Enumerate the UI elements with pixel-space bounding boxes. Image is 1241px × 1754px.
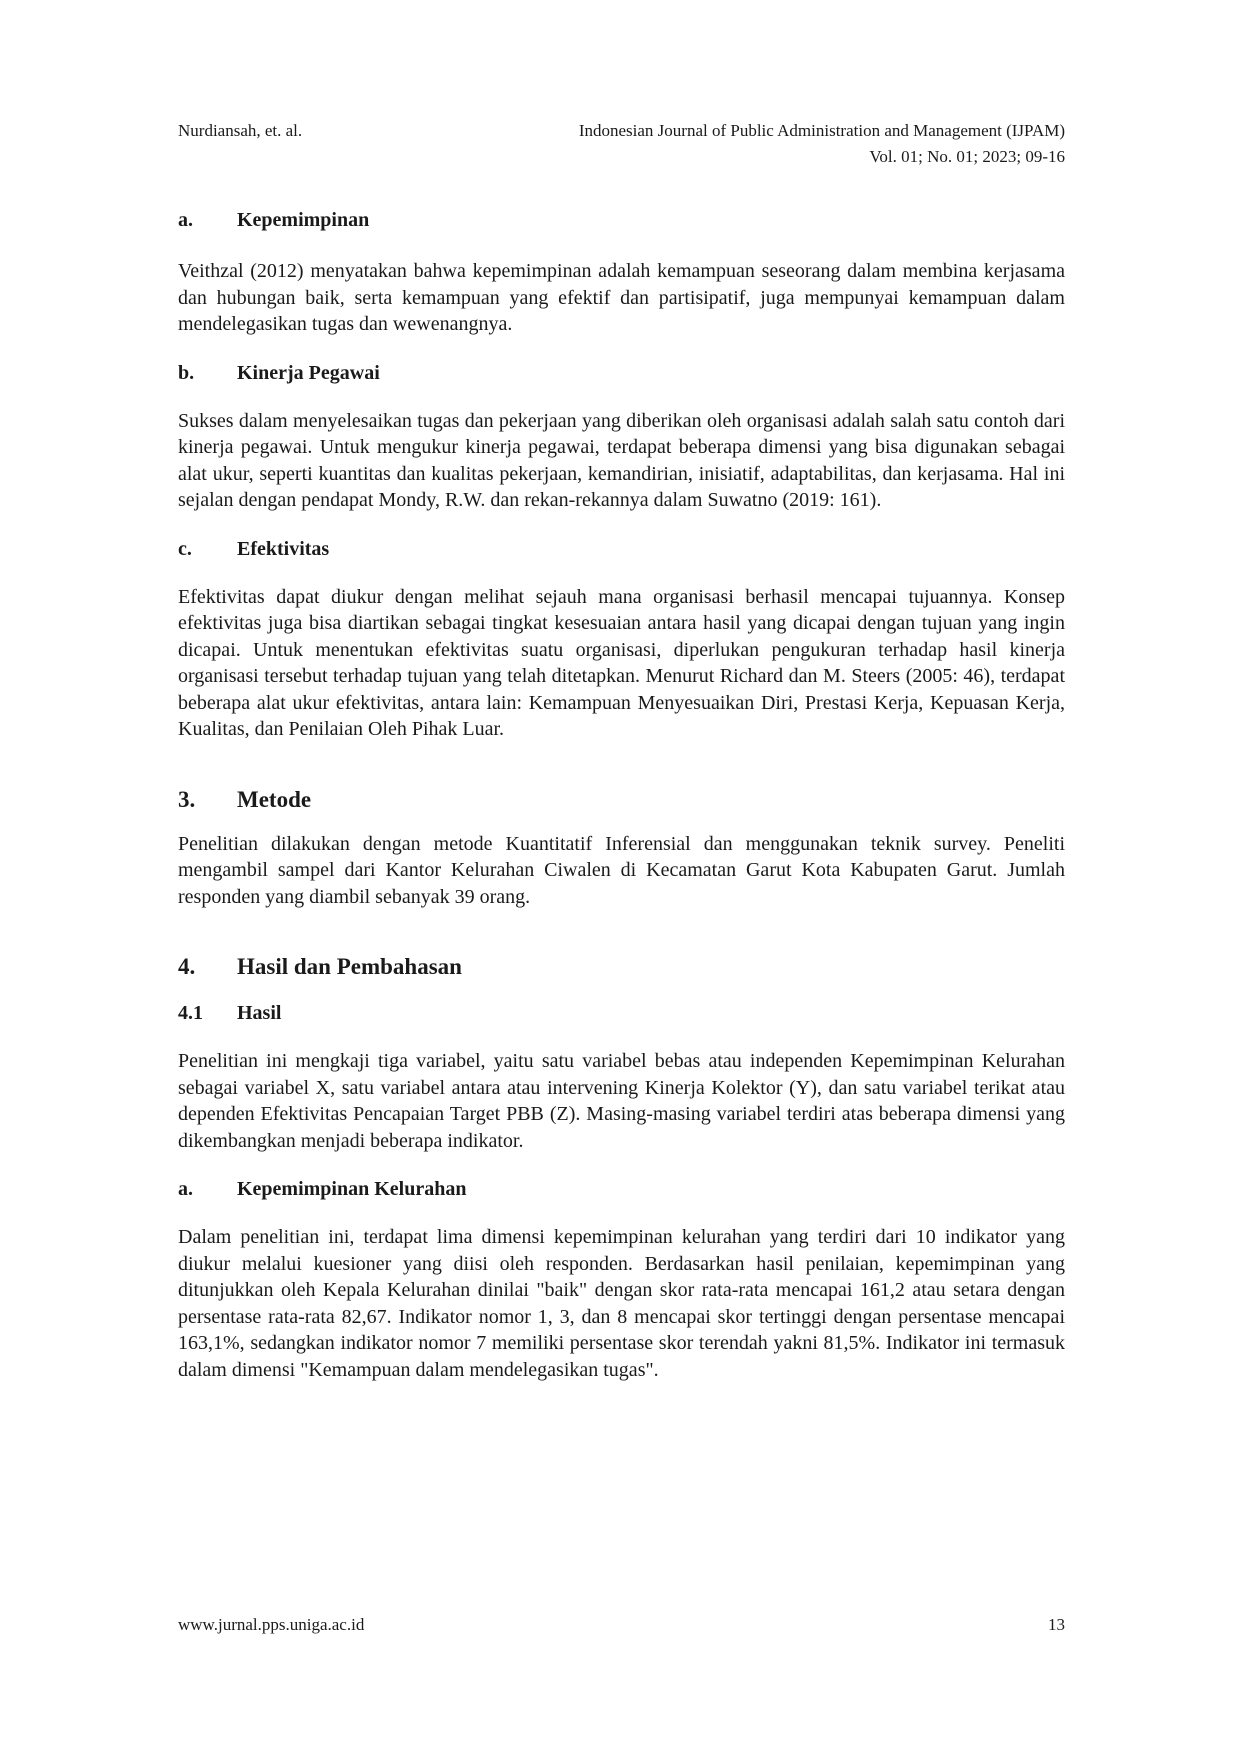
- section-number: 4.1: [178, 1002, 203, 1024]
- section-heading-hasil: [178, 1000, 1065, 1026]
- section-number: c.: [178, 537, 192, 560]
- header-journal: Indonesian Journal of Public Administration and Management (IJPAM): [578, 121, 1065, 140]
- section-heading-kepemimpinan-kelurahan: [178, 1176, 1065, 1202]
- paragraph-kepemimpinan: Veithzal (2012) menyatakan bahwa kepemimpinan adalah kemampuan seseorang dalam membina kerjasama dan hubungan baik, serta kemampuan yang efektif dan partisipatif, juga mempunyai kemampuan dalam mendelegasikan tugas dan wewenangnya.: [178, 260, 1065, 335]
- section-number: 3.: [178, 786, 196, 812]
- section-heading-kinerja-pegawai: [178, 360, 1065, 386]
- section-number: b.: [178, 361, 195, 384]
- paragraph-metode: Penelitian dilakukan dengan metode Kuantitatif Inferensial dan menggunakan teknik survey. Peneliti mengambil sampel dari Kantor Kelurahan Ciwalen di Kecamatan Garut Kota Kabupaten Garut. Jumlah responden yang diambil sebanyak 39 orang.: [178, 832, 1065, 908]
- header-authors: Nurdiansah, et. al.: [178, 121, 303, 140]
- section-title: Kinerja Pegawai: [237, 361, 380, 384]
- section-title: Hasil: [237, 1002, 282, 1024]
- section-heading-hasil-pembahasan: [178, 952, 1065, 982]
- section-title: Kepemimpinan Kelurahan: [237, 1178, 467, 1200]
- section-number: 4.: [178, 954, 196, 979]
- section-heading-metode: [178, 785, 1065, 815]
- page-number: 13: [1048, 1615, 1065, 1634]
- paragraph-hasil: Penelitian ini mengkaji tiga variabel, yaitu satu variabel bebas atau independen Kepemimpinan Kelurahan sebagai variabel X, satu variabel antara atau intervening Kinerja Kolektor (Y), dan satu variabel terikat atau dependen Efektivitas Pencapaian Target PBB (Z). Masing-masing variabel terdiri atas beberapa dimensi yang dikembangkan menjadi beberapa indikator.: [178, 1050, 1065, 1152]
- section-title: Metode: [237, 786, 312, 812]
- section-number: a.: [178, 1178, 193, 1200]
- paragraph-efektivitas: Efektivitas dapat diukur dengan melihat sejauh mana organisasi berhasil mencapai tujuannya. Konsep efektivitas juga bisa diartikan sebagai tingkat kesesuaian antara hasil yang dicapai dengan tujuan yang ingin dicapai. Untuk menentukan efektivitas suatu organisasi, diperlukan pengukuran terhadap hasil kinerja organisasi tersebut terhadap tujuan yang telah ditetapkan. Menurut Richard dan M. Steers (2005: 46), terdapat beberapa alat ukur efektivitas, antara lain: Kemampuan Menyesuaikan Diri, Prestasi Kerja, Kepuasan Kerja, Kualitas, dan Penilaian Oleh Pihak Luar.: [178, 585, 1065, 740]
- section-heading-efektivitas: [178, 536, 1065, 562]
- section-title: Kepemimpinan: [237, 209, 370, 231]
- paragraph-kinerja-pegawai: Sukses dalam menyelesaikan tugas dan pekerjaan yang diberikan oleh organisasi adalah salah satu contoh dari kinerja pegawai. Untuk mengukur kinerja pegawai, terdapat beberapa dimensi yang bisa digunakan sebagai alat ukur, seperti kuantitas dan kualitas pekerjaan, kemandirian, inisiatif, adaptabilitas, dan kerjasama. Hal ini sejalan dengan pendapat Mondy, R.W. dan rekan-rekannya dalam Suwatno (2019: 161).: [178, 409, 1065, 511]
- paragraph-kepemimpinan-kelurahan: Dalam penelitian ini, terdapat lima dimensi kepemimpinan kelurahan yang terdiri dari 10 indikator yang diukur melalui kuesioner yang diisi oleh responden. Berdasarkan hasil penilaian, kepemimpinan yang ditunjukkan oleh Kepala Kelurahan dinilai "baik" dengan skor rata-rata mencapai 161,2 atau setara dengan persentase rata-rata 82,67. Indikator nomor 1, 3, dan 8 mencapai skor tertinggi dengan persentase mencapai 163,1%, sedangkan indikator nomor 7 memiliki persentase skor terendah yakni 81,5%. Indikator ini termasuk dalam dimensi "Kemampuan dalam mendelegasikan tugas".: [178, 1226, 1065, 1381]
- section-heading-kepemimpinan: [178, 207, 1065, 233]
- header-journal-info: [579, 118, 1065, 170]
- footer-website: www.jurnal.pps.uniga.ac.id: [178, 1615, 365, 1634]
- section-number: a.: [178, 209, 193, 231]
- section-title: Hasil dan Pembahasan: [237, 954, 462, 979]
- page-content: [178, 207, 1065, 1383]
- header-volume: Vol. 01; No. 01; 2023; 09-16: [869, 147, 1065, 166]
- section-title: Efektivitas: [237, 537, 330, 560]
